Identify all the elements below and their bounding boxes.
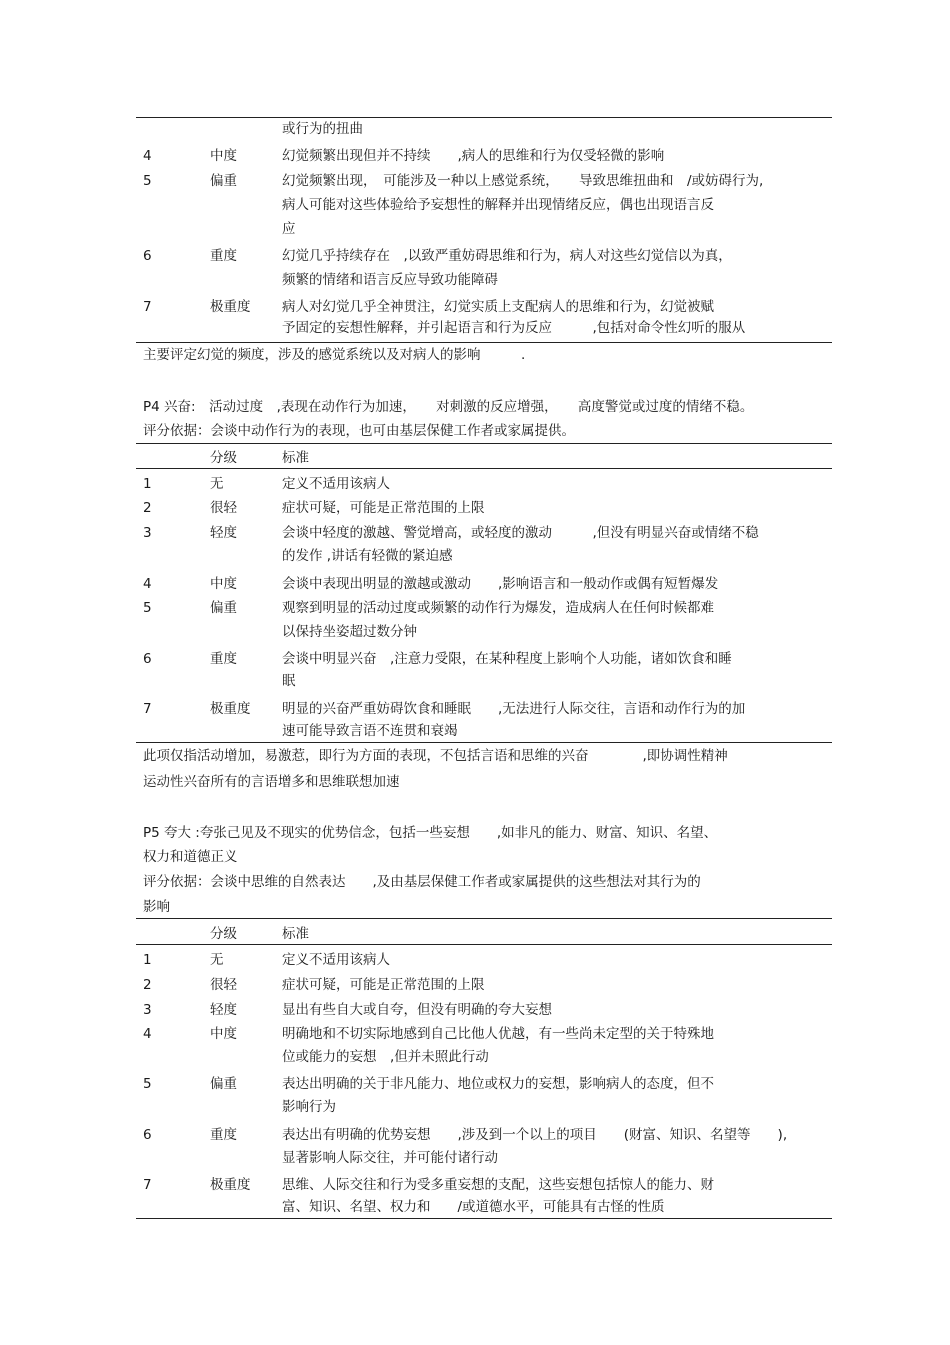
row-number: 2 xyxy=(143,977,152,993)
row-level: 偏重 xyxy=(210,173,237,189)
section-title: P5 夸大 :夸张己见及不现实的优势信念，包括一些妄想 ,如非凡的能力、财富、知识、名望、 xyxy=(143,825,718,841)
row-criteria: 会谈中明显兴奋 ,注意力受限，在某种程度上影响个人功能，诸如饮食和睡 xyxy=(282,651,732,667)
rating-basis: 影响 xyxy=(143,899,170,915)
table-top-rule xyxy=(136,443,832,444)
row-criteria: 速可能导致言语不连贯和衰竭 xyxy=(282,723,458,739)
row-level: 无 xyxy=(210,952,224,968)
row-level: 偏重 xyxy=(210,600,237,616)
row-criteria: 病人可能对这些体验给予妄想性的解释并出现情绪反应，偶也出现语言反 xyxy=(282,197,714,213)
row-criteria: 的发作 ,讲话有轻微的紧迫感 xyxy=(282,548,453,564)
row-criteria: 影响行为 xyxy=(282,1099,336,1115)
row-criteria: 明确地和不切实际地感到自己比他人优越，有一些尚未定型的关于特殊地 xyxy=(282,1026,714,1042)
row-level: 轻度 xyxy=(210,525,237,541)
row-level: 重度 xyxy=(210,248,237,264)
row-level: 极重度 xyxy=(210,701,251,717)
header-rule xyxy=(136,468,832,469)
row-criteria: 幻觉频繁出现但并不持续 ,病人的思维和行为仅受轻微的影响 xyxy=(282,148,665,164)
rating-basis: 评分依据：会谈中思维的自然表达 ,及由基层保健工作者或家属提供的这些想法对其行为的 xyxy=(143,874,701,890)
header-rule xyxy=(136,944,832,945)
row-criteria: 会谈中表现出明显的激越或激动 ,影响语言和一般动作或偶有短暂爆发 xyxy=(282,576,719,592)
row-criteria: 症状可疑，可能是正常范围的上限 xyxy=(282,977,485,993)
table-top-rule xyxy=(136,918,832,919)
row-level: 中度 xyxy=(210,576,237,592)
row-criteria: 富、知识、名望、权力和 /或道德水平，可能具有古怪的性质 xyxy=(282,1199,665,1215)
row-level: 中度 xyxy=(210,1026,237,1042)
row-number: 3 xyxy=(143,525,152,541)
row-number: 3 xyxy=(143,1002,152,1018)
row-number: 5 xyxy=(143,1076,152,1092)
table-bottom-rule xyxy=(136,742,832,743)
row-level: 无 xyxy=(210,476,224,492)
row-number: 7 xyxy=(143,701,152,717)
row-criteria: 会谈中轻度的激越、警觉增高，或轻度的激动 ,但没有明显兴奋或情绪不稳 xyxy=(282,525,759,541)
header-criteria: 标准 xyxy=(282,450,309,466)
table-bottom-rule xyxy=(136,1218,832,1219)
note: 此项仅指活动增加，易激惹，即行为方面的表现，不包括言语和思维的兴奋 ,即协调性精神 xyxy=(143,748,728,764)
row-number: 1 xyxy=(143,952,152,968)
row-criteria: 应 xyxy=(282,221,296,237)
row-criteria: 幻觉几乎持续存在 ,以致严重妨碍思维和行为，病人对这些幻觉信以为真， xyxy=(282,248,732,264)
row-number: 7 xyxy=(143,299,152,315)
row-criteria: 以保持坐姿超过数分钟 xyxy=(282,624,417,640)
row-level: 重度 xyxy=(210,651,237,667)
row3-continuation: 或行为的扭曲 xyxy=(282,121,363,137)
row-criteria: 眠 xyxy=(282,673,296,689)
row-criteria: 观察到明显的活动过度或频繁的动作行为爆发，造成病人在任何时候都难 xyxy=(282,600,714,616)
note: 运动性兴奋所有的言语增多和思维联想加速 xyxy=(143,774,400,790)
rating-basis: 评分依据：会谈中动作行为的表现，也可由基层保健工作者或家属提供。 xyxy=(143,423,575,439)
row-number: 6 xyxy=(143,248,152,264)
row-number: 6 xyxy=(143,1127,152,1143)
row-number: 4 xyxy=(143,148,152,164)
row-level: 很轻 xyxy=(210,500,237,516)
row-level: 极重度 xyxy=(210,1177,251,1193)
row-criteria: 定义不适用该病人 xyxy=(282,476,390,492)
row-criteria: 症状可疑，可能是正常范围的上限 xyxy=(282,500,485,516)
row-criteria: 显著影响人际交往，并可能付诸行动 xyxy=(282,1150,498,1166)
row-number: 4 xyxy=(143,1026,152,1042)
note: 主要评定幻觉的频度，涉及的感觉系统以及对病人的影响 . xyxy=(143,347,526,363)
row-level: 很轻 xyxy=(210,977,237,993)
row-number: 7 xyxy=(143,1177,152,1193)
row-level: 中度 xyxy=(210,148,237,164)
section-title: P4 兴奋: 活动过度 ,表现在动作行为加速， 对刺激的反应增强， 高度警觉或过度的情绪不稳。 xyxy=(143,399,754,415)
row-criteria: 显出有些自大或自夸，但没有明确的夸大妄想 xyxy=(282,1002,552,1018)
row-criteria: 定义不适用该病人 xyxy=(282,952,390,968)
table-bottom-rule xyxy=(136,342,832,343)
row-number: 1 xyxy=(143,476,152,492)
header-level: 分级 xyxy=(210,450,237,466)
row-number: 5 xyxy=(143,600,152,616)
header-level: 分级 xyxy=(210,926,237,942)
row-criteria: 表达出有明确的优势妄想 ,涉及到一个以上的项目 (财富、知识、名望等 ), xyxy=(282,1127,788,1143)
row-criteria: 表达出明确的关于非凡能力、地位或权力的妄想，影响病人的态度，但不 xyxy=(282,1076,714,1092)
row-number: 4 xyxy=(143,576,152,592)
row-number: 6 xyxy=(143,651,152,667)
row-number: 5 xyxy=(143,173,152,189)
row-level: 重度 xyxy=(210,1127,237,1143)
table-top-rule xyxy=(136,117,832,118)
row-number: 2 xyxy=(143,500,152,516)
row-criteria: 思维、人际交往和行为受多重妄想的支配，这些妄想包括惊人的能力、财 xyxy=(282,1177,714,1193)
header-criteria: 标准 xyxy=(282,926,309,942)
row-level: 轻度 xyxy=(210,1002,237,1018)
row-criteria: 位或能力的妄想 ,但并未照此行动 xyxy=(282,1049,489,1065)
row-criteria: 明显的兴奋严重妨碍饮食和睡眠 ,无法进行人际交往，言语和动作行为的加 xyxy=(282,701,746,717)
row-level: 偏重 xyxy=(210,1076,237,1092)
row-criteria: 予固定的妄想性解释，并引起语言和行为反应 ,包括对命令性幻听的服从 xyxy=(282,320,746,336)
row-criteria: 频繁的情绪和语言反应导致功能障碍 xyxy=(282,272,498,288)
section-title: 权力和道德正义 xyxy=(143,849,238,865)
row-criteria: 病人对幻觉几乎全神贯注，幻觉实质上支配病人的思维和行为，幻觉被赋 xyxy=(282,299,714,315)
row-criteria: 幻觉频繁出现， 可能涉及一种以上感觉系统， 导致思维扭曲和 /或妨碍行为, xyxy=(282,173,764,189)
row-level: 极重度 xyxy=(210,299,251,315)
